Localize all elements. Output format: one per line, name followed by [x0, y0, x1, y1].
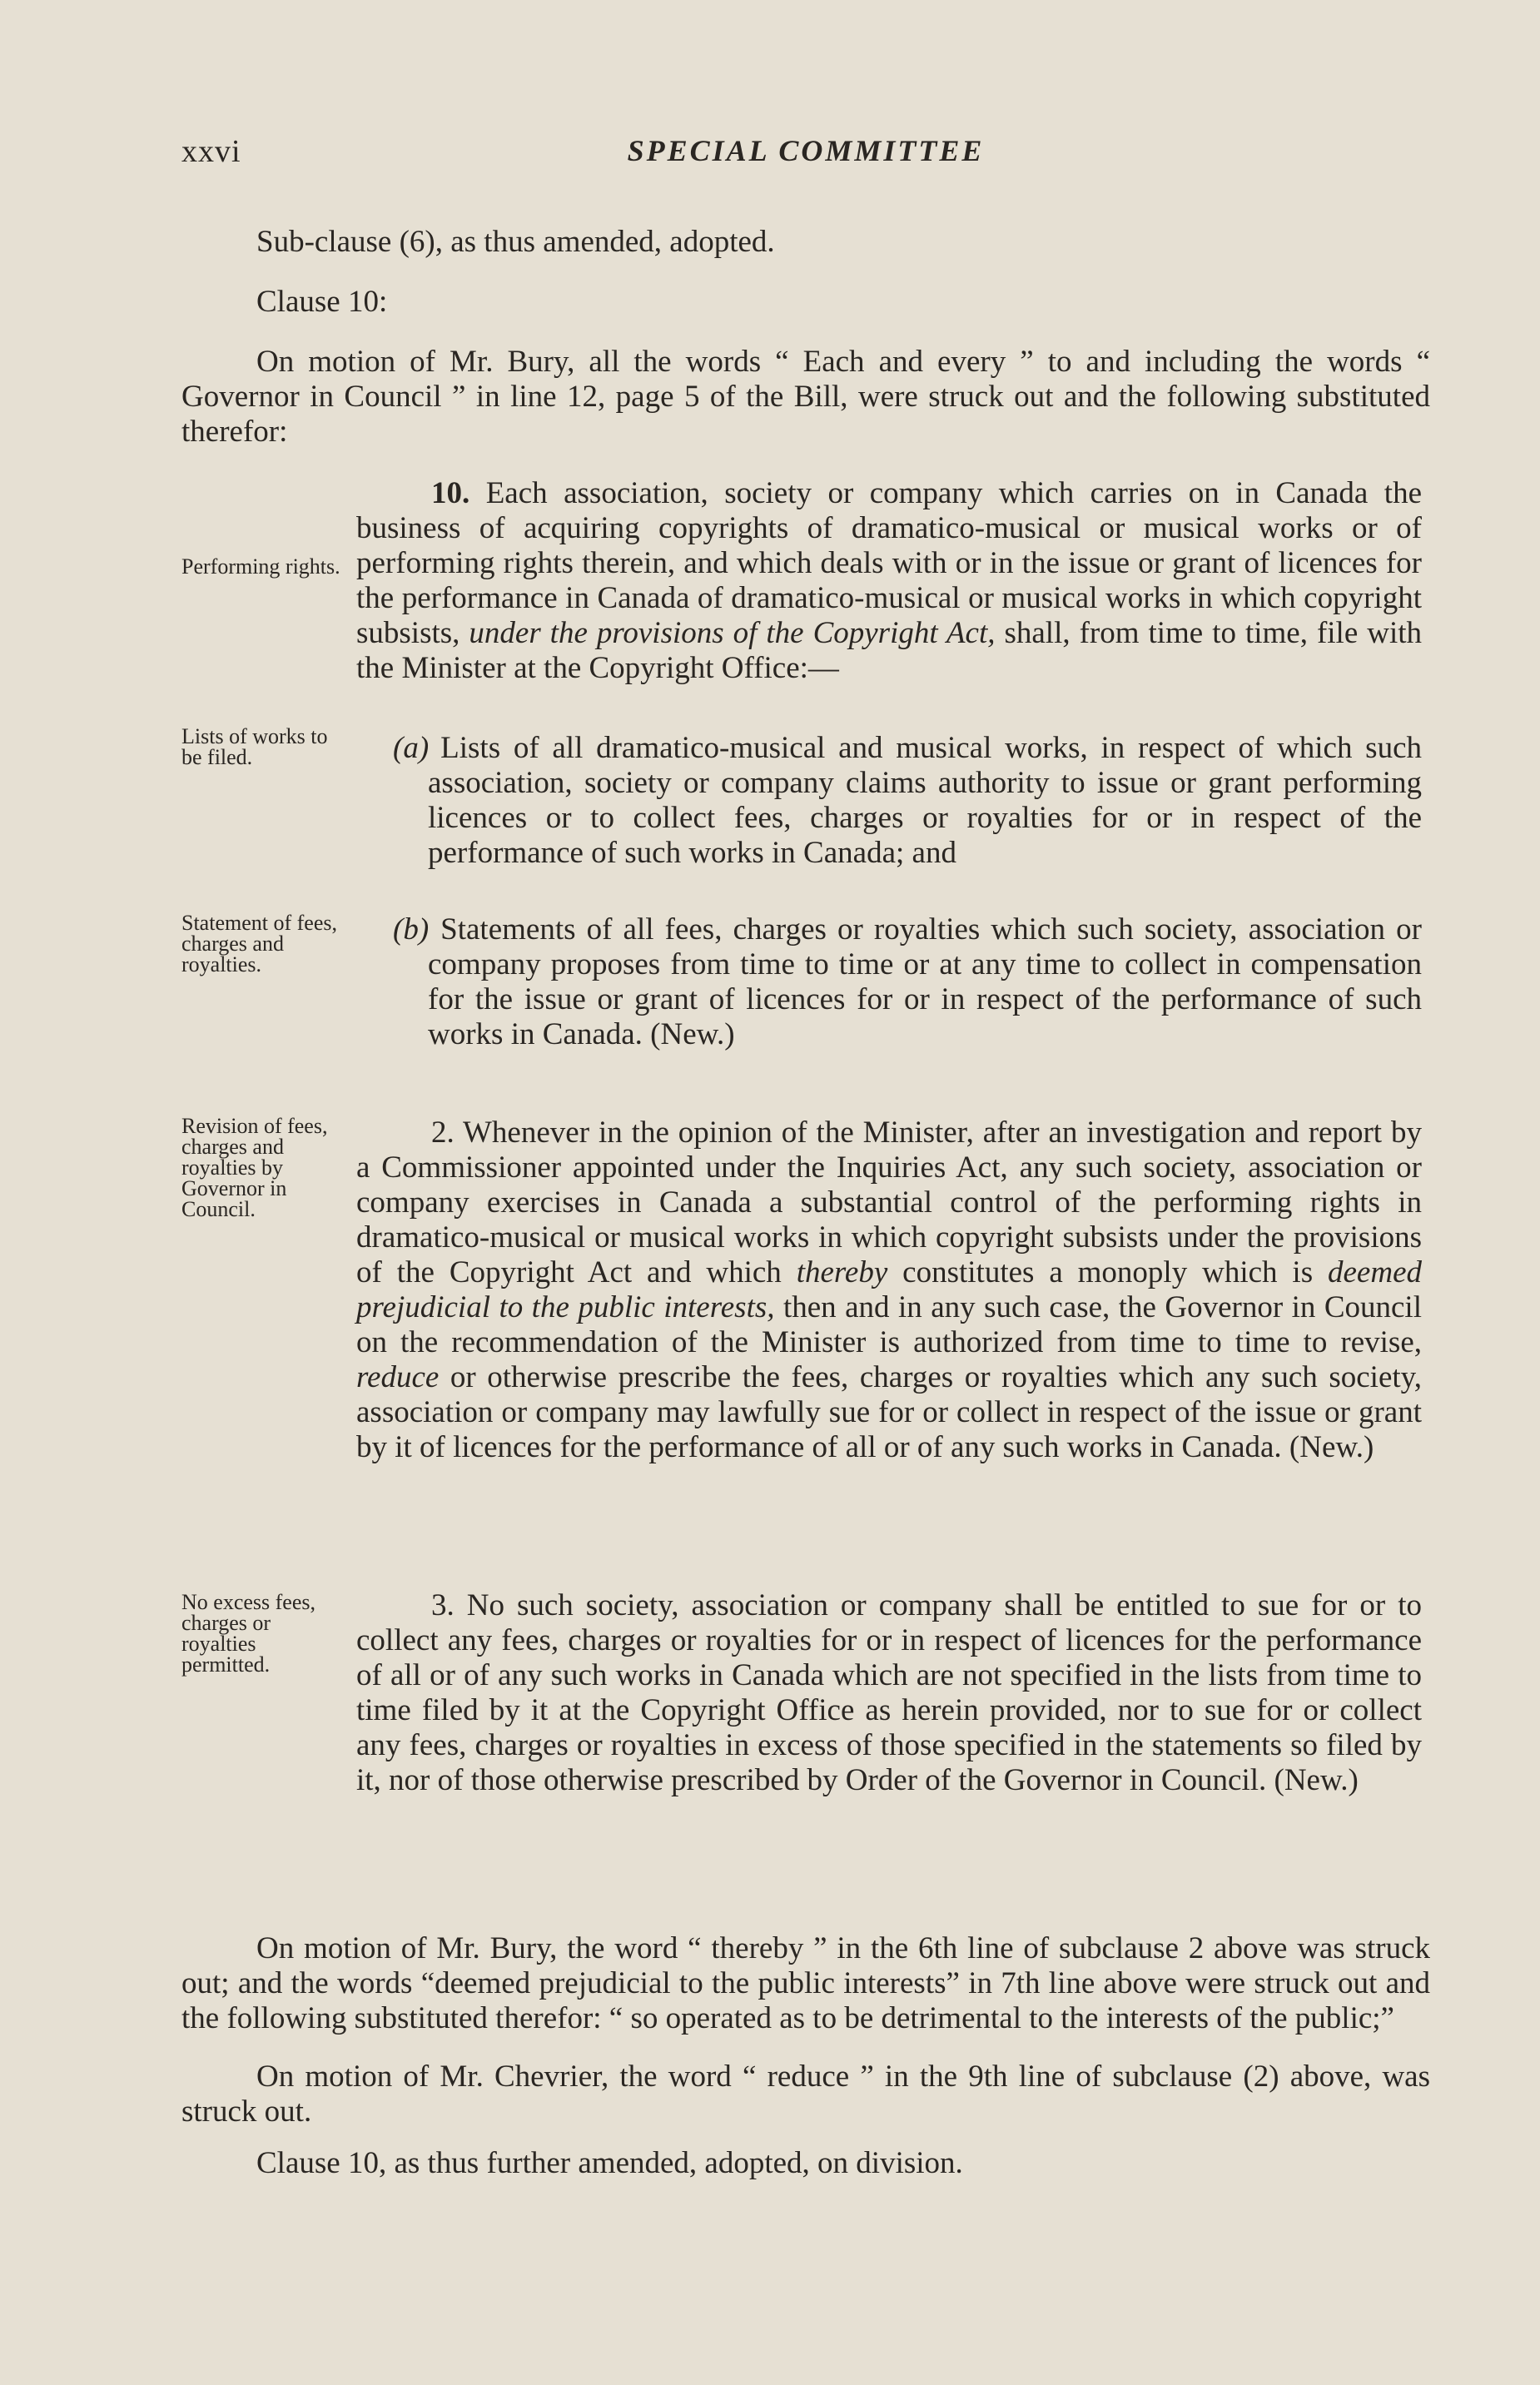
subclause-2-text-2: constitutes a monoply which is: [887, 1255, 1328, 1289]
closing-motion-bury: On motion of Mr. Bury, the word “ thereby ” in the 6th line of subclause 2 above was struck out; and the words “deemed prejudicial to the public interests” in 7th line above were struck out and the following substituted therefor: “ so operated as to be detrimental to the interests of the public;”: [181, 1931, 1430, 2035]
margin-note-lists: Lists of works to be filed.: [181, 724, 328, 769]
running-title: SPECIAL COMMITTEE: [627, 134, 985, 167]
item-a-text: Lists of all dramatico-musical and musical works, in respect of which such association, society or company claims authority to issue or grant performing licences or to collect fees, charges or royalties for or in respect of the performance of such works in Canada; and: [428, 731, 1422, 870]
subclause-2-italic-thereby: thereby: [796, 1255, 888, 1289]
subclause-2: [356, 1115, 1422, 1465]
clause-10-item-a: [393, 731, 1422, 871]
intro-subclause-adopted: Sub-clause (6), as thus amended, adopted.: [256, 225, 775, 259]
margin-note-revision: Revision of fees, charges and royalties by Governor in Council.: [181, 1114, 328, 1221]
page-header: [181, 133, 1430, 183]
clause-10-italic: under the provisions of the Copyright Act,: [469, 616, 996, 650]
subclause-2-text-4: or otherwise prescribe the fees, charges or royalties which any such society, association or company may lawfully sue for or collect in respect of the issue or grant by it of licences for the performance of all or of any such works in Canada. (New.): [356, 1360, 1422, 1464]
item-a-label: (a): [393, 731, 430, 765]
clause-number: 10.: [431, 476, 470, 510]
clause-10-text-a: Each association, society or company which carries on in Canada the business of acquiring copyrights of dramatico-musical or musical works or of performing rights therein, and which deals with or in the issue or grant of licences for the performance in Canada of dramatico-musical or musical works in which copyright subsists,: [356, 476, 1422, 650]
clause-10-text: [356, 476, 1422, 686]
item-b-text: Statements of all fees, charges or royalties which such society, association or company proposes from time to time or at any time to collect in compensation for the issue or grant of licences for or in respect of the performance of such works in Canada. (New.): [428, 912, 1422, 1051]
intro-motion-bury: On motion of Mr. Bury, all the words “ Each and every ” to and including the words “ Governor in Council ” in line 12, page 5 of the Bill, were struck out and the following substituted therefor:: [181, 345, 1430, 449]
subclause-2-text-1: 2. Whenever in the opinion of the Minister, after an investigation and report by a Commissioner appointed under the Inquiries Act, any such society, association or company exercises in Canada a substantial control of the performing rights in dramatico-musical or musical works in which copyright subsists under the provisions of the Copyright Act and which: [356, 1115, 1422, 1289]
margin-note-performing-rights: Performing rights.: [181, 554, 340, 579]
subclause-2-italic-reduce: reduce: [356, 1360, 440, 1394]
intro-clause-heading: Clause 10:: [256, 285, 388, 319]
item-b-label: (b): [393, 912, 430, 947]
margin-note-statement: Statement of fees, charges and royalties.: [181, 911, 337, 976]
subclause-2-italic-prejudicial: deemed prejudicial to the public interests,: [356, 1255, 1422, 1324]
subclause-3: 3. No such society, association or company shall be entitled to sue for or to collect any fees, charges or royalties for or in respect of licences for the performance of all or of any such works in Canada which are not specified in the lists from time to time filed by it at the Copyright Office as herein provided, nor to sue for or collect any fees, charges or royalties in excess of those specified in the statements so filed by it, nor of those otherwise prescribed by Order of the Governor in Council. (New.): [356, 1588, 1422, 1797]
closing-motion-chevrier: On motion of Mr. Chevrier, the word “ reduce ” in the 9th line of subclause (2) above, was struck out.: [181, 2060, 1430, 2129]
margin-note-no-excess: No excess fees, charges or royalties permitted.: [181, 1590, 315, 1677]
clause-10-item-b: [393, 912, 1422, 1052]
clause-10-text-b: shall, from time to time, file with the Minister at the Copyright Office:—: [356, 616, 1423, 685]
closing-clause-adopted: Clause 10, as thus further amended, adopted, on division.: [256, 2146, 963, 2180]
page-number: xxvi: [181, 134, 241, 169]
subclause-2-text-3: then and in any such case, the Governor in Council on the recommendation of the Minister is authorized from time to time to revise,: [356, 1290, 1422, 1359]
